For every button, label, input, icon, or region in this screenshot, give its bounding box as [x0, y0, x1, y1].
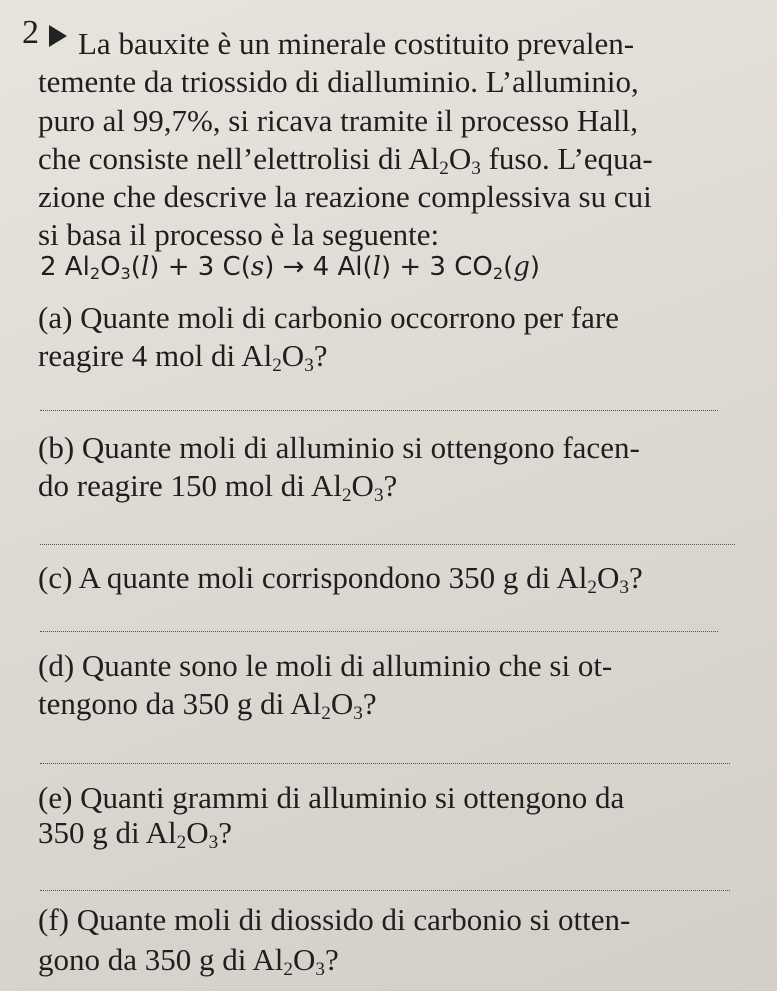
- question-mark: ?: [362, 686, 377, 721]
- question-b-line-2: [38, 468, 397, 514]
- question-e-line-1: (e) Quanti grammi di alluminio si ottengono da: [38, 780, 625, 815]
- question-c-line-1: [38, 560, 643, 606]
- exercise-arrow-icon: [49, 25, 67, 47]
- reaction-equation: 2 $Al_2O_3(l) + 3$ C(s) → 4 Al(l) + 3 $CO_2(g)$: [40, 252, 541, 284]
- answer-line-b[interactable]: [40, 544, 735, 545]
- question-d-line-1: (d) Quante sono le moli di alluminio che si ot-: [38, 648, 613, 683]
- answer-line-d[interactable]: [40, 763, 730, 764]
- intro-line-1: La bauxite è un minerale costituito prevalen-: [78, 26, 635, 61]
- formula-al2o3: $Al_2O_3$: [408, 141, 481, 179]
- question-mark: ?: [218, 815, 233, 850]
- intro-line-3: puro al 99,7%, si ricava tramite il processo Hall,: [38, 103, 639, 138]
- question-mark: ?: [325, 942, 339, 977]
- formula-al2o3: $Al_2O_3$: [556, 560, 629, 598]
- answer-line-c[interactable]: [40, 631, 718, 632]
- question-a-line-2: [38, 338, 328, 384]
- question-mark: ?: [313, 338, 328, 373]
- question-d-line-2: [38, 686, 377, 732]
- intro-line-2: temente da triossido di dialluminio. L’alluminio,: [38, 64, 639, 99]
- question-mark: ?: [628, 560, 643, 595]
- answer-line-e[interactable]: [40, 890, 730, 891]
- intro-line-6: si basa il processo è la seguente:: [38, 217, 440, 252]
- question-c-text: (c) A quante moli corrispondono 350 g di: [38, 560, 551, 595]
- question-a-text: reagire 4 mol di: [38, 338, 236, 373]
- answer-line-a[interactable]: [40, 410, 718, 411]
- question-d-text: tengono da 350 g di: [38, 686, 285, 721]
- exercise-number: 2: [22, 14, 39, 51]
- question-b-text: do reagire 150 mol di: [38, 468, 305, 503]
- intro-line-4-tail: fuso. L’equa-: [488, 141, 653, 176]
- question-f-text: gono da 350 g di: [38, 942, 247, 977]
- question-e-line-2: [38, 815, 232, 861]
- question-a-line-1: (a) Quante moli di carbonio occorrono per fare: [38, 300, 619, 335]
- formula-al2o3: $Al_2O_3$: [241, 338, 314, 376]
- formula-al2o3: $Al_2O_3$: [252, 942, 326, 980]
- question-f-line-2: [38, 942, 339, 988]
- question-b-line-1: (b) Quante moli di alluminio si ottengono facen-: [38, 430, 640, 465]
- intro-line-4-text: che consiste nell’elettrolisi di: [38, 141, 403, 176]
- question-e-text: 350 g di: [38, 815, 140, 850]
- question-f-line-1: (f) Quante moli di diossido di carbonio si otten-: [38, 902, 631, 937]
- question-mark: ?: [383, 468, 398, 503]
- formula-al2o3: $Al_2O_3$: [290, 686, 363, 724]
- intro-line-5: zione che descrive la reazione complessiva su cui: [38, 179, 652, 214]
- formula-al2o3: $Al_2O_3$: [145, 815, 219, 853]
- formula-al2o3: $Al_2O_3$: [310, 468, 384, 506]
